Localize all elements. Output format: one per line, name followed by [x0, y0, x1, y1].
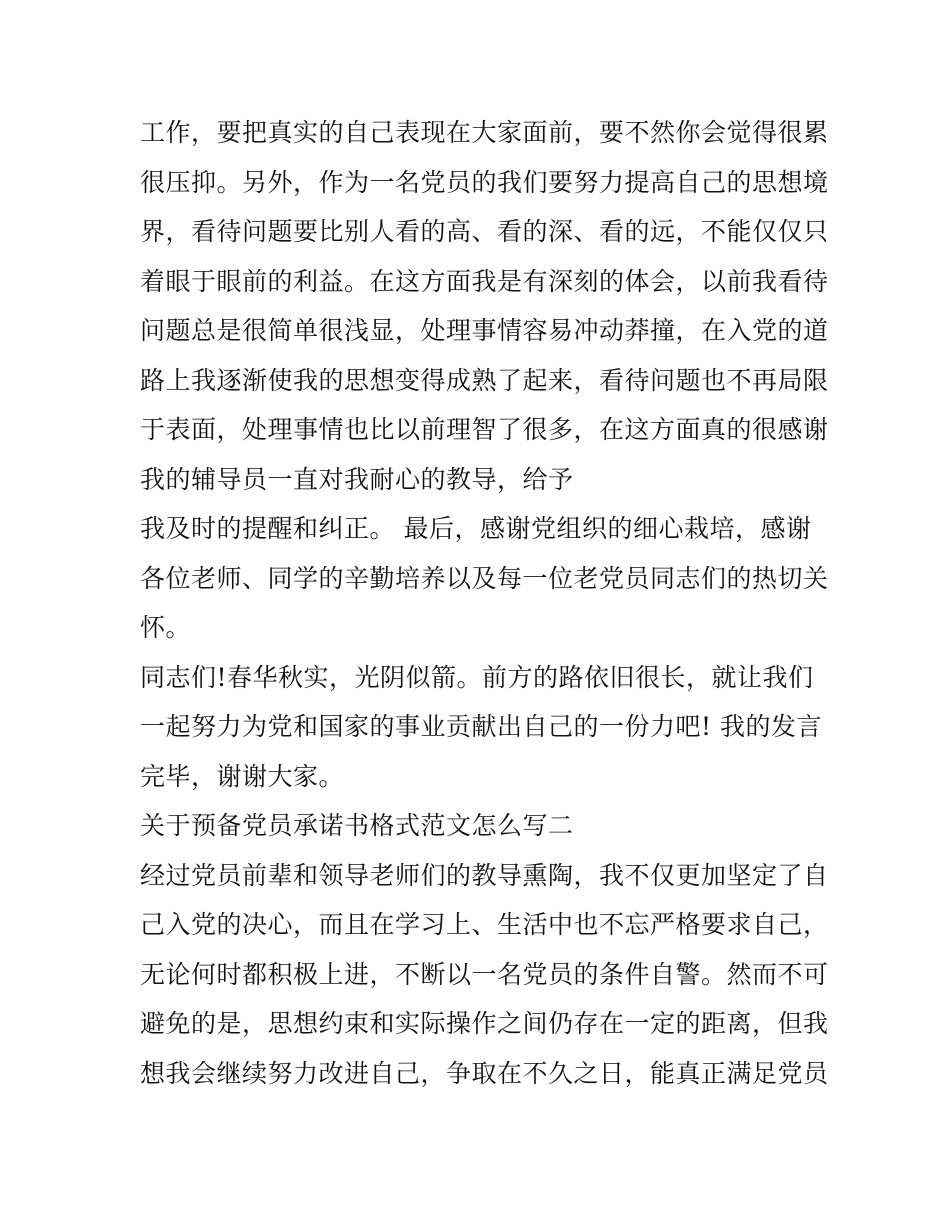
text-line: 同志们!春华秋实，光阴似箭。前方的路依旧很长，就让我们	[140, 662, 814, 692]
text-line: 我的辅导员一直对我耐心的教导，给予	[140, 464, 574, 494]
text-line: 各位老师、同学的辛勤培养以及每一位老党员同志们的热切关	[140, 563, 829, 593]
text-line: 完毕，谢谢大家。	[140, 761, 345, 791]
text-line: 己入党的决心，而且在学习上、生活中也不忘严格要求自己，	[140, 910, 829, 939]
text-line: 界，看待问题要比别人看的高、看的深、看的远，不能仅仅只	[140, 217, 829, 246]
text-line: 着眼于眼前的利益。在这方面我是有深刻的体会，以前我看待	[140, 266, 829, 296]
text-line: 问题总是很简单很浅显，处理事情容易冲动莽撞，在入党的道	[140, 316, 829, 345]
text-line: 很压抑。另外，作为一名党员的我们要努力提高自己的思想境	[140, 167, 829, 197]
text-line: 一起努力为党和国家的事业贡献出自己的一份力吧! 我的发言	[140, 712, 822, 741]
text-line: 工作，要把真实的自己表现在大家面前，要不然你会觉得很累	[140, 118, 829, 147]
text-line: 路上我逐渐使我的思想变得成熟了起来，看待问题也不再局限	[140, 365, 829, 395]
text-line: 避免的是，思想约束和实际操作之间仍存在一定的距离，但我	[140, 1009, 829, 1038]
text-line: 经过党员前辈和领导老师们的教导熏陶，我不仅更加坚定了自	[140, 860, 829, 890]
section-heading: 关于预备党员承诺书格式范文怎么写二	[140, 811, 574, 840]
text-line: 我及时的提醒和纠正。 最后，感谢党组织的细心栽培，感谢	[140, 514, 812, 543]
document-body	[140, 108, 829, 1098]
text-line: 怀。	[140, 613, 192, 642]
text-line: 无论何时都积极上进，不断以一名党员的条件自警。然而不可	[140, 959, 829, 989]
text-line: 想我会继续努力改进自己，争取在不久之日，能真正满足党员	[140, 1058, 829, 1088]
text-line: 于表面，处理事情也比以前理智了很多，在这方面真的很感谢	[140, 415, 829, 444]
